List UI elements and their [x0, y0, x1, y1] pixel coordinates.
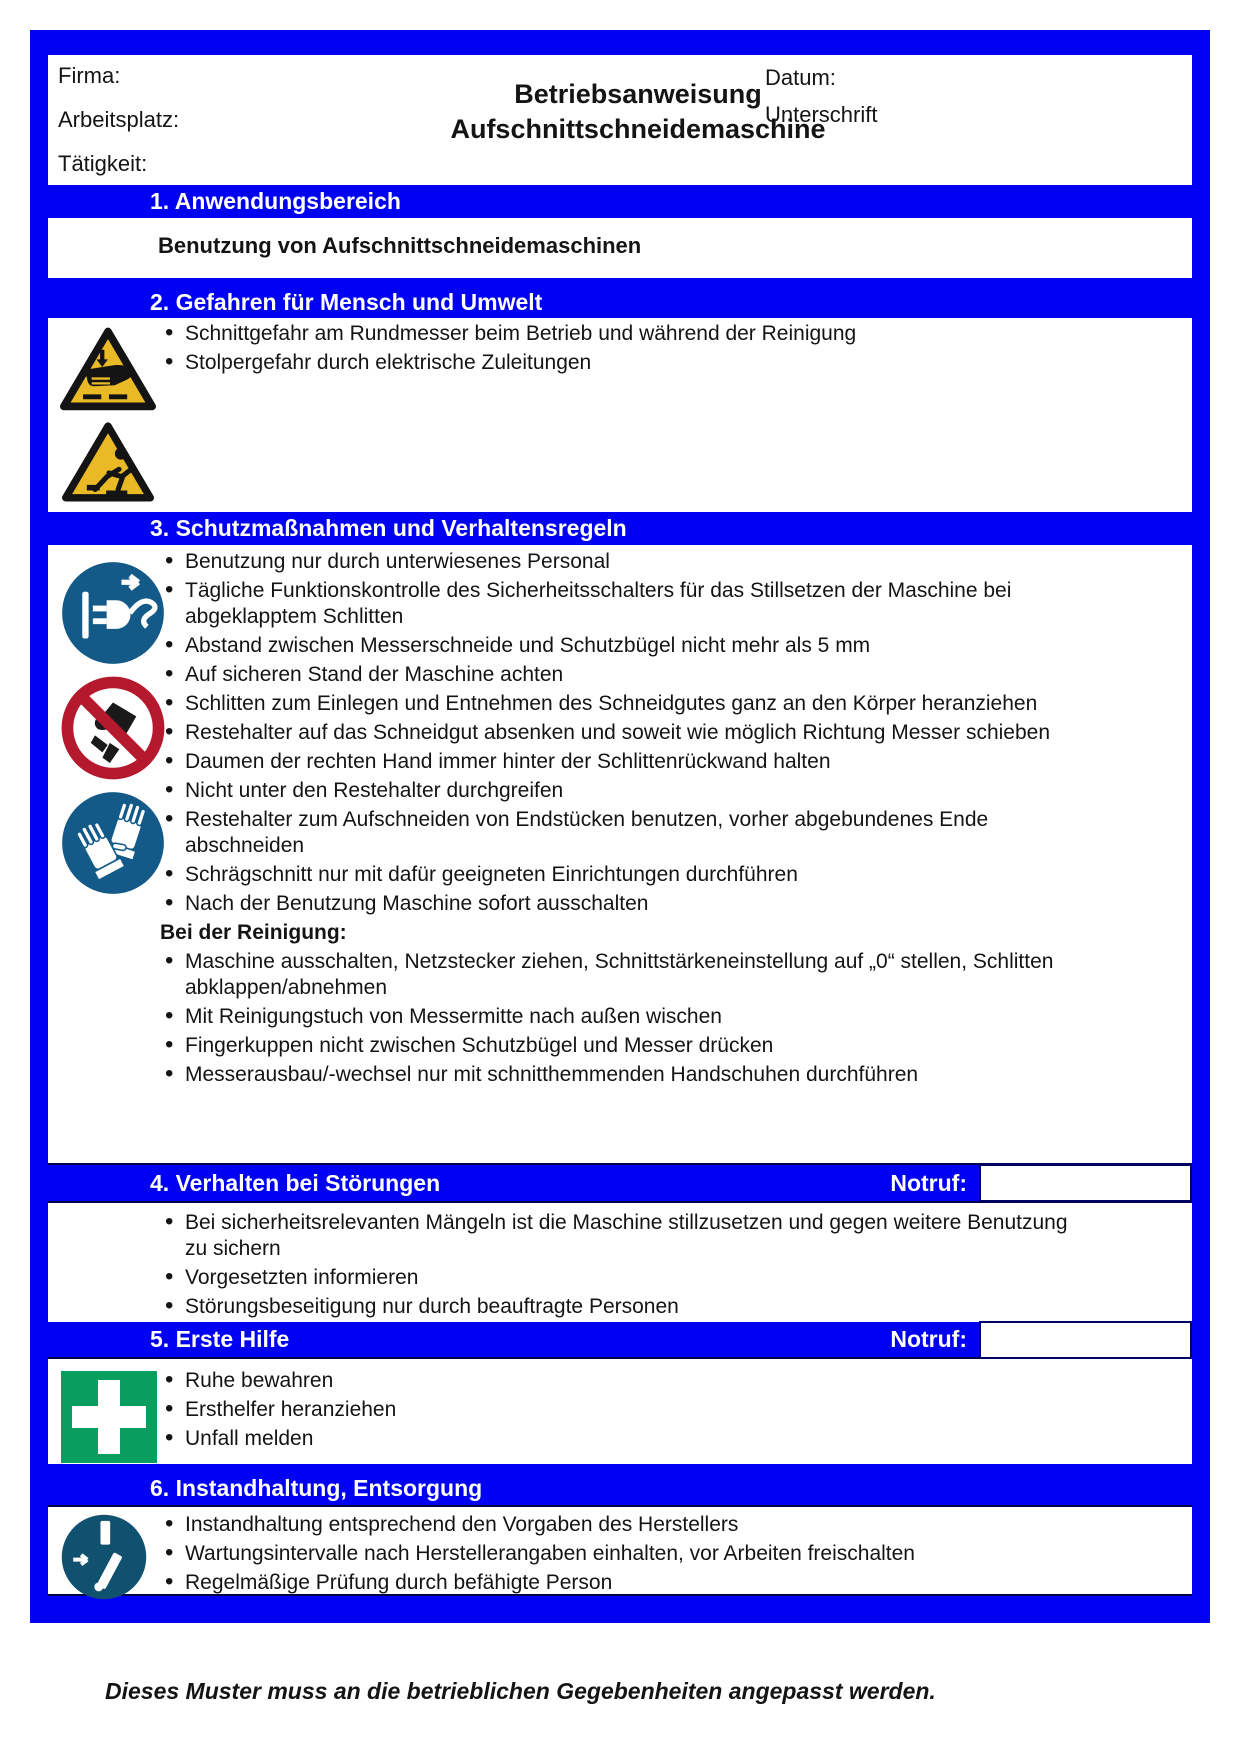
- tripping-hazard-warning-icon: [62, 418, 154, 504]
- footer-note: Dieses Muster muss an die betrieblichen Gegebenheiten angepasst werden.: [105, 1678, 936, 1704]
- list-item: • Tägliche Funktionskontrolle des Sicherheitsschalters für das Stillsetzen der Maschine bei abgeklapptem Schlitten: [163, 578, 1092, 630]
- hand-injury-warning-icon: [60, 323, 156, 413]
- section-5-body: [48, 1357, 1192, 1464]
- disconnect-before-maintenance-mandatory-icon: [60, 1513, 148, 1601]
- header-left-fields: [58, 63, 179, 177]
- section-4-body: [48, 1201, 1192, 1322]
- section-1-body: [48, 218, 1192, 278]
- list-item: • Vorgesetzten informieren: [163, 1265, 1092, 1291]
- cleaning-subheading: Bei der Reinigung:: [160, 921, 347, 944]
- firma-label: Firma:: [58, 63, 121, 88]
- unplug-mains-mandatory-icon: [60, 560, 166, 666]
- list-item: • Mit Reinigungstuch von Messermitte nach außen wischen: [163, 1004, 1092, 1030]
- hazard-list: [48, 321, 1192, 376]
- document-frame: [30, 30, 1210, 1623]
- notruf-label: Notruf:: [890, 1170, 967, 1196]
- section-6-title: 6. Instandhaltung, Entsorgung: [150, 1475, 483, 1501]
- no-reaching-in-prohibition-icon: [60, 675, 166, 781]
- section-1-header: [48, 185, 1192, 218]
- taetigkeit-label: Tätigkeit:: [58, 151, 148, 176]
- list-item: • Bei sicherheitsrelevanten Mängeln ist die Maschine stillzusetzen und gegen weitere Benutzung zu sichern: [163, 1210, 1092, 1262]
- list-item: • Benutzung nur durch unterwiesenes Personal: [163, 549, 1092, 575]
- first-aid-cross-icon: [57, 1369, 161, 1465]
- section-5-title: 5. Erste Hilfe: [150, 1326, 290, 1352]
- notruf-input[interactable]: [979, 1164, 1192, 1202]
- section-2-title: 2. Gefahren für Mensch und Umwelt: [150, 289, 543, 315]
- list-item: • Schlitten zum Einlegen und Entnehmen des Schneidgutes ganz an den Körper heranziehen: [163, 691, 1092, 717]
- list-item: • Wartungsintervalle nach Herstellerangaben einhalten, vor Arbeiten freischalten: [163, 1541, 1092, 1567]
- list-item: • Ersthelfer heranziehen: [163, 1397, 1092, 1423]
- protection-rules-list: [48, 549, 1192, 917]
- notruf-label: Notruf:: [890, 1326, 967, 1352]
- arbeitsplatz-label: Arbeitsplatz:: [58, 107, 180, 132]
- list-item: • Maschine ausschalten, Netzstecker ziehen, Schnittstärkeneinstellung auf „0“ stellen, Schlitten abklappen/abnehmen: [163, 949, 1092, 1001]
- cleaning-rules-list: [48, 949, 1192, 1088]
- list-item: • Schrägschnitt nur mit dafür geeigneten Einrichtungen durchführen: [163, 862, 1092, 888]
- wear-protective-gloves-mandatory-icon: [60, 790, 166, 896]
- list-item: • Unfall melden: [163, 1426, 1092, 1452]
- section-2-body: [48, 318, 1192, 512]
- list-item: • Störungsbeseitigung nur durch beauftragte Personen: [163, 1294, 1092, 1320]
- list-item: • Restehalter zum Aufschneiden von Endstücken benutzen, vorher abgebundenes Ende abschneiden: [163, 807, 1092, 859]
- section-2-header: [48, 286, 1192, 318]
- section-4-title: 4. Verhalten bei Störungen: [150, 1170, 441, 1196]
- section-3-body: [48, 545, 1192, 1165]
- section-5-header: [48, 1322, 1192, 1357]
- notruf-input[interactable]: [979, 1321, 1192, 1359]
- list-item: • Messerausbau/-wechsel nur mit schnitthemmenden Handschuhen durchführen: [163, 1062, 1092, 1088]
- section-3-title: 3. Schutzmaßnahmen und Verhaltensregeln: [150, 515, 627, 541]
- list-item: • Ruhe bewahren: [163, 1368, 1092, 1394]
- list-item: • Nicht unter den Restehalter durchgreifen: [163, 778, 1092, 804]
- list-item: • Schnittgefahr am Rundmesser beim Betrieb und während der Reinigung: [163, 321, 1092, 347]
- section-6-header: [48, 1472, 1192, 1505]
- list-item: • Regelmäßige Prüfung durch befähigte Person: [163, 1570, 1092, 1596]
- list-item: • Nach der Benutzung Maschine sofort ausschalten: [163, 891, 1092, 917]
- list-item: • Fingerkuppen nicht zwischen Schutzbügel und Messer drücken: [163, 1033, 1092, 1059]
- list-item: • Restehalter auf das Schneidgut absenken und soweit wie möglich Richtung Messer schieben: [163, 720, 1092, 746]
- unterschrift-label: Unterschrift: [765, 102, 878, 127]
- list-item: • Instandhaltung entsprechend den Vorgaben des Herstellers: [163, 1512, 1092, 1538]
- title-line-2: Aufschnittschneidemaschine: [450, 114, 826, 144]
- title-line-1: Betriebsanweisung: [514, 79, 762, 109]
- section-1-title: 1. Anwendungsbereich: [150, 188, 401, 214]
- section-4-header: [48, 1165, 1192, 1201]
- document-header: [48, 55, 1192, 185]
- datum-label: Datum:: [765, 65, 836, 90]
- section-6-body: [48, 1505, 1192, 1596]
- malfunction-list: [48, 1210, 1192, 1320]
- list-item: • Auf sicheren Stand der Maschine achten: [163, 662, 1092, 688]
- list-item: • Daumen der rechten Hand immer hinter der Schlittenrückwand halten: [163, 749, 1092, 775]
- list-item: • Stolpergefahr durch elektrische Zuleitungen: [163, 350, 1092, 376]
- header-right-fields: [765, 65, 877, 139]
- maintenance-list: [48, 1512, 1192, 1596]
- first-aid-list: [48, 1368, 1192, 1452]
- list-item: • Abstand zwischen Messerschneide und Schutzbügel nicht mehr als 5 mm: [163, 633, 1092, 659]
- anwendungsbereich-text: Benutzung von Aufschnittschneidemaschinen: [158, 233, 642, 258]
- section-3-header: [48, 512, 1192, 545]
